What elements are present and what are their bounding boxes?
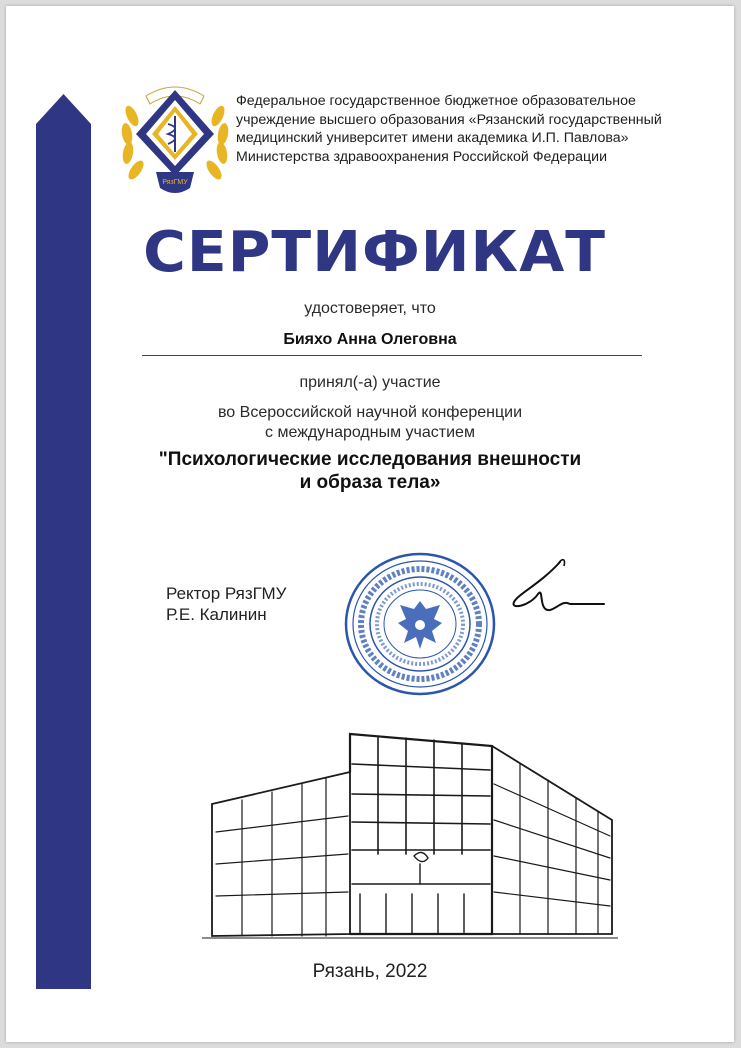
conference-title-line: "Психологические исследования внешности [158,449,582,470]
certificate-page [6,6,734,1042]
recipient-name: Бияхо Анна Олеговна [283,331,457,348]
conference-title-line: и образа тела» [299,472,441,493]
conference-line: во Всероссийской научной конференции [217,404,523,421]
official-seal-icon [342,549,498,699]
certifies-text: удостоверяет, что [304,300,436,317]
certificate-title [6,220,734,285]
organization-line: медицинский университет имени академика И.П. Павлова» [236,130,629,146]
certificate-title-text: СЕРТИФИКАТ [143,220,607,285]
organization-line: учреждение высшего образования «Рязанский государственный [236,111,662,128]
conference-line: с международным участием [265,424,475,441]
logo-label: РязГМУ [162,179,188,186]
organization-name [236,92,706,166]
city-year: Рязань, 2022 [312,961,428,982]
signer-position: Ректор РязГМУ [166,584,287,603]
participated-text: принял(-а) участие [299,374,441,391]
recipient-underline [142,355,642,356]
signer-block [166,583,286,625]
signature-icon [500,554,610,624]
building-sketch-icon [202,724,618,948]
signer-name: Р.Е. Калинин [166,605,267,624]
organization-line: Министерства здравоохранения Российской Федерации [236,148,608,165]
university-emblem-icon [118,76,232,200]
organization-line: Федеральное государственное бюджетное образовательное [236,93,636,109]
